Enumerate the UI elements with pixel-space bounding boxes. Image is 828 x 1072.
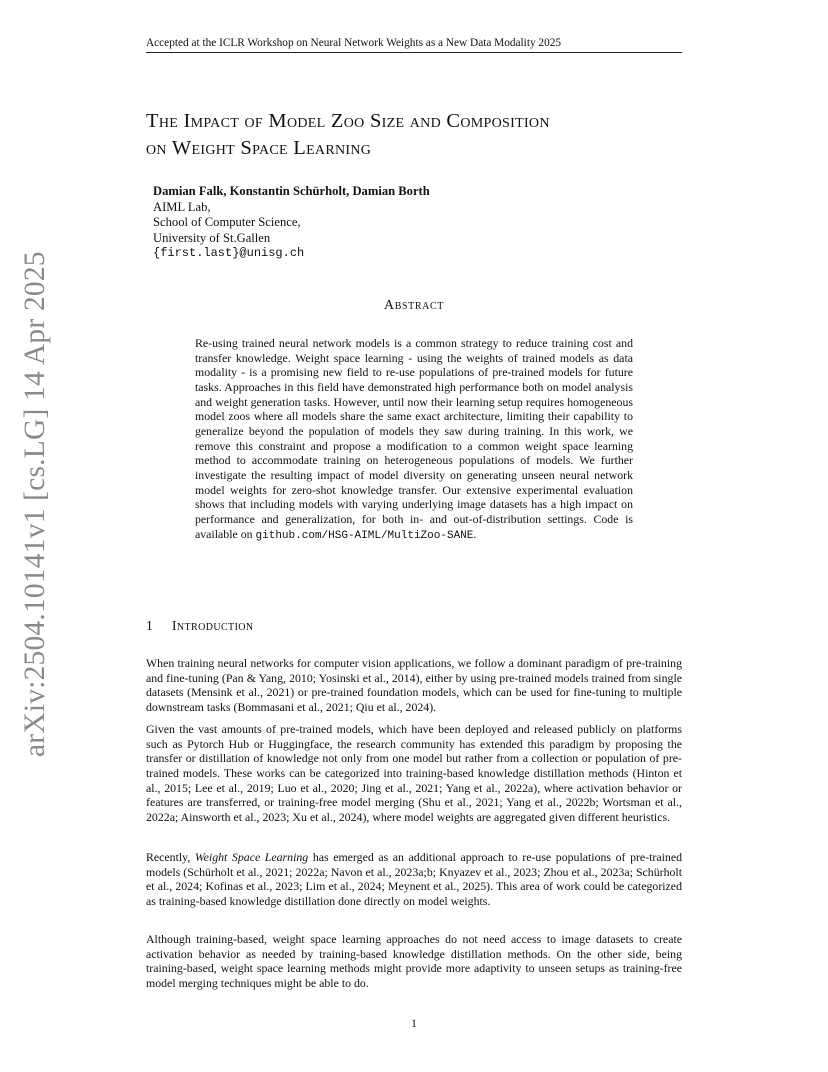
title-line-1: The Impact of Model Zoo Size and Composition: [146, 110, 550, 132]
code-link[interactable]: github.com/HSG-AIML/MultiZoo-SANE: [255, 529, 474, 542]
section-number: 1: [146, 618, 154, 633]
intro-paragraph-3: [146, 850, 682, 909]
intro-paragraph-1: When training neural networks for computer vision applications, we follow a dominant paradigm of pre-training and fine-tuning (Pan & Yang, 2010; Yosinski et al., 2014), either by using pre-trained models trained from single datasets (Mensink et al., 2021) or pre-trained foundation models, which can be used for fine-tuning to multiple downstream tasks (Bommasani et al., 2021; Qiu et al., 2024).: [146, 656, 682, 714]
weight-space-learning-term: Weight Space Learning: [194, 850, 309, 864]
abstract-end-period: .: [473, 526, 477, 541]
author-block: [153, 184, 553, 262]
running-header: Accepted at the ICLR Workshop on Neural Network Weights as a New Data Modality 2025: [146, 36, 682, 53]
section-title: Introduction: [172, 618, 254, 633]
page-number: 1: [411, 1016, 417, 1030]
author-names: Damian Falk, Konstantin Schürholt, Damian Borth: [153, 184, 430, 198]
title-line-2: on Weight Space Learning: [146, 137, 372, 159]
author-email[interactable]: {first.last}@unisg.ch: [153, 246, 305, 261]
intro-paragraph-4: Although training-based, weight space learning approaches do not need access to image datasets to create activation behavior as needed by training-based knowledge distillation methods. On the other side, being training-based, weight space learning methods might provide more adaptivity to unseen setups as training-free model merging techniques might be able to do.: [146, 932, 682, 990]
paper-title: [146, 108, 706, 162]
abstract-text: Re-using trained neural network models is a common strategy to reduce training cost and transfer knowledge. Weight space learning - using the weights of trained models as data modality - is a promising new field to re-use populations of pre-trained models for future tasks. Approaches in this field have demonstrated high performance both on model analysis and weight generation tasks. However, until now their learning setup requires homogeneous model zoos where all models share the same exact architecture, limiting their capability to generalize beyond the population of models they saw during training. In this work, we remove this constraint and propose a modification to a common weight space learning method to accommodate training on heterogeneous populations of models. We further investigate the resulting impact of model diversity on generating unseen neural network model weights for zero-shot knowledge transfer. Our extensive experimental evaluation shows that including models with varying underlying image datasets has a high impact on performance and generalization, for both in- and out-of-distribution settings. Code is available on: [195, 336, 633, 541]
abstract-heading: Abstract: [384, 298, 444, 313]
affiliation-university: University of St.Gallen: [153, 230, 271, 245]
section-heading-introduction: [146, 617, 682, 635]
intro-p3-start: Recently,: [146, 850, 191, 864]
intro-p3-rest: has emerged as an additional approach to re-use populations of pre-trained models (Schürholt et al., 2021; 2022a; Navon et al., 2023a;b; Knyazev et al., 2023; Zhou et al., 2023a; Schürholt et al., 2024; Kofinas et al., 2023; Lim et al., 2024; Meynent et al., 2025). This area of work could be categorized as training-based knowledge distillation done directly on model weights.: [146, 850, 683, 908]
affiliation-school: School of Computer Science,: [153, 215, 301, 230]
affiliation-lab: AIML Lab,: [153, 199, 211, 214]
arxiv-identifier[interactable]: arXiv:2504.10141v1 [cs.LG] 14 Apr 2025: [19, 251, 51, 757]
intro-paragraph-2: Given the vast amounts of pre-trained models, which have been deployed and released publicly on platforms such as Pytorch Hub or Huggingface, the research community has extended this paradigm by proposing the transfer or distillation of knowledge not only from one model but rather from a collection or population of pre-trained models. These works can be categorized into training-based knowledge distillation methods (Hinton et al., 2015; Lee et al., 2019; Luo et al., 2020; Jing et al., 2021; Yang et al., 2022a), where activation behavior or features are transferred, or training-free model merging (Shu et al., 2021; Yang et al., 2022b; Wortsman et al., 2022a; Ainsworth et al., 2023; Xu et al., 2024), where model weights are aggregated given different heuristics.: [146, 722, 682, 824]
abstract-body: [195, 336, 633, 543]
